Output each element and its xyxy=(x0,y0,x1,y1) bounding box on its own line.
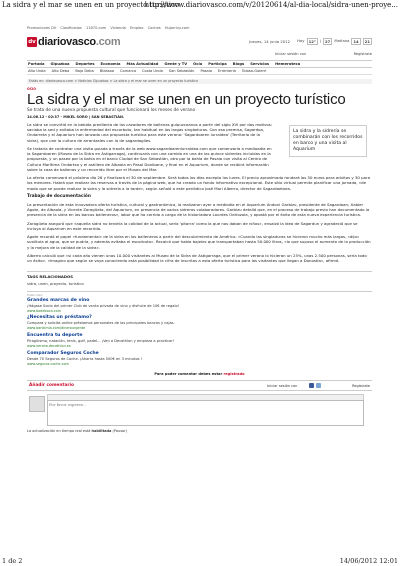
toplink[interactable]: Coches xyxy=(147,26,161,30)
weather-tomorrow-label: Mañana xyxy=(334,38,350,43)
nav-item[interactable]: Más Actualidad xyxy=(126,61,159,66)
login-row xyxy=(27,52,372,58)
nav-item[interactable]: Blogs xyxy=(232,61,245,66)
ad-title[interactable]: Encuentra tu deporte xyxy=(27,332,83,338)
sponsored-links xyxy=(27,291,372,367)
article-paragraph: Se trataría de contratar una visita guiada a través de la web www.sagardoarenlurraldea.com que comenzaría a medioadía en la Sagardoaren (Museo de la Sidra en Astigarraga), continuaría con una comida en una de las quince sidrerías incluidas en la propuesta, y un paseo por la bahía en el barco Ciudad de San Sebastián, otro por la bahía de Pasaia con visita al Centro de Cultura Marítima Ondartxo y el astillero de Albaola en Pasai Donibane, y final en el Aquarium, donde se recibirá información sobre la caza de ballenas y un recorrido libre por el Museo del Mar. xyxy=(27,145,272,172)
subnav-item[interactable]: San Sebastián xyxy=(168,68,195,73)
section-heading: Trabajo de documentación xyxy=(27,194,91,200)
print-page-count: 1 de 2 xyxy=(2,557,23,565)
weather-temp: 21 xyxy=(364,39,370,44)
nav-item[interactable]: Hemeroteca xyxy=(275,61,301,66)
article-paragraph: Zaragüeta aseguró que «aquella sidra no tendría la calidad de la actual, sería 'pitarra' como la que nos daban de niños», ensalzó la idea de Sagardun y agradeció que se incluya al Aquarium en este recorrido. xyxy=(27,220,358,231)
ad-item[interactable] xyxy=(27,315,372,331)
breadcrumb[interactable]: Estás en: diariovasco.com > Noticias Gipuzkoa > La sidra y el mar se unen en un proyecto turístico xyxy=(27,79,372,84)
subnav-item[interactable]: Costa Urola xyxy=(142,68,163,73)
subnav-item[interactable]: Alto Deba xyxy=(51,68,70,73)
ad-description: Piragüismo, natación, tenis, golf, padel... ¡Ven a Decathlon y empieza a practicar! xyxy=(27,339,175,344)
ad-title[interactable]: Grandes marcas de vino xyxy=(27,297,90,303)
ad-description: ¡Hágase Socio del primer Club de venta privada de vino y disfrute de 10€ de regalo! xyxy=(27,303,180,308)
ad-description: Compara y solicita online préstamos personales de los principales bancos y cajas. xyxy=(27,321,175,326)
nav-item[interactable]: Gente y TV xyxy=(164,61,188,66)
main-nav xyxy=(27,60,372,68)
avatar xyxy=(29,396,45,412)
twitter-login-icon[interactable] xyxy=(316,383,321,388)
weather-tomorrow-temp: 14 xyxy=(353,39,359,44)
comment-register-button[interactable]: Regístrate xyxy=(352,383,370,388)
article-body xyxy=(27,122,372,264)
ad-url[interactable]: www.seguros.coche.com xyxy=(27,361,69,366)
login-link[interactable]: Iniciar sesión con xyxy=(275,52,307,56)
nav-item[interactable]: Portada xyxy=(28,61,45,66)
nav-item[interactable]: Participa xyxy=(208,61,227,66)
comment-login-notice xyxy=(27,372,372,377)
ad-item[interactable] xyxy=(27,351,372,367)
pause-updates-link[interactable]: (Pausar) xyxy=(112,428,128,433)
ad-description: Desde 70 Seguros de Coche. ¡Ahorra hasta 500€ en 3 minutos ! xyxy=(27,356,143,361)
comment-textarea[interactable] xyxy=(47,400,364,426)
subnav-item[interactable]: Errenteria xyxy=(217,68,236,73)
nav-item[interactable]: Deportes xyxy=(75,61,95,66)
comment-register-link[interactable]: registrado xyxy=(223,372,245,377)
register-link[interactable]: Regístrate xyxy=(353,52,372,56)
related-tags xyxy=(27,271,372,286)
comment-login-link[interactable]: Iniciar sesión con xyxy=(267,383,298,388)
logo-text: diariovasco.com xyxy=(38,36,121,48)
realtime-update-note xyxy=(27,429,372,434)
weather-widget[interactable] xyxy=(297,38,372,45)
subnav-item[interactable]: Comarca xyxy=(120,68,137,73)
tags-heading: TAGS RELACIONADOS xyxy=(27,274,73,280)
sub-nav xyxy=(27,68,372,75)
article-paragraph: Agote recordó el papel «fundamental» de la sidra en los balleneros a partir del descubrimiento de América. «Cuando las singladuras se hicieron mucho más largas, «dijo» sustituía al agua, que se pudría, y además evitaba el escorbuto». Recalcó que había bajeles que transportaban hasta 50.000 litros, «lo que supuso el aumento de la producción y la mejora de la calidad de la sidra». xyxy=(27,234,371,250)
comment-editor xyxy=(27,394,372,426)
browser-print-footer xyxy=(0,556,400,566)
article-paragraph: La sidra se convirtió en la bebida predilecta de los cazadores de ballenas guipuzcoanos a partir del siglo XVI por dos motivos: saciaba la sed y evitaba la enfermedad del escorbuto, tan habitual en las largas singladuras. Con esa premisa, Sagardoa, Ondarreta y el Aquarium han lanzado una propuesta turística para este verano: 'Sagardoaren lurraldea' (Territorio de la sidra), que une la cultura de arrantzales con la de sagardogiles. xyxy=(27,121,273,143)
toplink[interactable]: Vivienda xyxy=(110,26,126,30)
toplink[interactable]: Promociones DV xyxy=(27,26,57,30)
ads-label: Publicidad xyxy=(27,292,43,297)
print-timestamp: 14/06/2012 12:01 xyxy=(339,557,398,565)
browser-page-title: La sidra y el mar se unen en un proyecto turístico xyxy=(2,1,180,9)
weather-temp: 27 xyxy=(325,39,331,44)
article-byline: 14.06.12 - 02:37 - MIKEL SORO | SAN SEBASTIÁN. xyxy=(27,115,125,120)
subnav-item[interactable]: Alto Urola xyxy=(28,68,46,73)
toplink[interactable]: 11870.com xyxy=(85,26,107,30)
browser-print-header xyxy=(0,0,400,12)
subnav-item[interactable]: Bajo Deba xyxy=(75,68,94,73)
brand-row xyxy=(27,35,372,49)
update-state: habilitada xyxy=(91,428,112,433)
ad-url[interactable]: www.bodeboca.com xyxy=(27,308,62,313)
weather-separator: | xyxy=(319,38,322,43)
ad-item[interactable] xyxy=(27,298,372,314)
subnav-item[interactable]: Bidasoa xyxy=(99,68,115,73)
browser-url: http://www.diariovasco.com/v/20120614/al-dia-local/sidra-unen-proye... xyxy=(144,1,398,9)
comment-notice-text: Para poder comentar debes estar xyxy=(154,372,223,377)
facebook-login-icon[interactable] xyxy=(309,383,314,388)
subnav-item[interactable]: Tolosa-Goierri xyxy=(241,68,267,73)
nav-item[interactable]: Economía xyxy=(100,61,121,66)
ad-url[interactable]: www.bankimia.com/dinerourgente xyxy=(27,326,86,331)
article-kicker: OCIO xyxy=(27,87,36,91)
ad-item[interactable] xyxy=(27,333,372,349)
web-page xyxy=(27,26,372,434)
subnav-item[interactable]: Pasaia xyxy=(200,68,212,73)
weather-today-label: Hoy xyxy=(297,38,305,43)
tags-list[interactable]: sidra, unen, proyecto, turístico xyxy=(27,281,84,286)
comment-bar xyxy=(27,380,372,391)
ad-title[interactable]: ¿Necesitas un préstamo? xyxy=(27,315,92,321)
article-headline: La sidra y el mar se unen en un proyecto turístico xyxy=(27,91,346,109)
update-note-text: La actualización en tiempo real está xyxy=(27,428,91,433)
pull-quote: La sidra y la sidrería se combinarán con los recorridos en barco y una visita al Aquarium xyxy=(289,125,367,157)
add-comment-label: Añadir comentario xyxy=(29,382,74,388)
article-subhead: Se trata de una nueva propuesta cultural que funcionará los meses de verano xyxy=(27,108,196,114)
ad-title[interactable]: Comparador Seguros Coche xyxy=(27,350,99,356)
top-links xyxy=(27,26,372,32)
site-logo[interactable] xyxy=(27,35,120,50)
ad-url[interactable]: www.verano.decathlon.es xyxy=(27,343,71,348)
toplink[interactable]: Empleo xyxy=(129,26,144,30)
article-paragraph: La presentación de esta innovadora oferta turística, cultural y gastronómica, la realizaron ayer a mediodía en el Aquarium Andoni Garbizu, presidente de Sagardoan; Xabier Agote, de Albaola, y Vicente Zaragüeta, del Aquarium, en presencia de varios sidreros colaboradores. Garbizu detalló que, en el proceso de trabajo previo han documentado la presencia de la sidra en los barcos balleneros», labor que ha corrido a cargo de la historiadora Lourdes Odriozola, y apostó por el éxito de esta nueva experiencia turística. xyxy=(27,201,370,218)
toplink[interactable]: Hujarrivy.com xyxy=(164,26,190,30)
article-paragraph: Alberro calculó que «si cada año vienen unos 10.000 visitantes al Museo de la Sidra de Astigarraga, que el primer verano lo hicieran un 25%, unas 2.500 personas, sería todo un éxito». «Imagino que según se vaya conociendo esta posibilidad la cifra de inscritos a esta oferta turística para los visitantes que llegan a Donostia», afirmó. xyxy=(27,252,367,264)
weather-today-temp: 12° xyxy=(308,39,316,44)
nav-item[interactable]: Gipuzkoa xyxy=(50,61,70,66)
article-paragraph: La oferta comenzará el próximo día 26 y finalizará el 30 de septiembre. Será todos los días excepto los lunes. El precio aproximado rondará los 50 euros para adultos y 30 para los menores. Habrá que realizar las reservas a través de la página web, que ha creado un fondo informativo excepcional. Este sitio virtual permite planificar una jornada, «de modo que se puede realizar la sidra y la sidrería a la tarde», según señaló a este periódico José Mari Alberro, director de Sagardoetxea. xyxy=(27,175,370,191)
nav-item[interactable]: Servicios xyxy=(250,61,270,66)
logo-mark-icon: dv xyxy=(27,37,37,47)
current-date: Jueves, 14 junio 2012 xyxy=(249,39,290,44)
nav-item[interactable]: Ocio xyxy=(193,61,203,66)
toplink[interactable]: Clasificados xyxy=(60,26,82,30)
